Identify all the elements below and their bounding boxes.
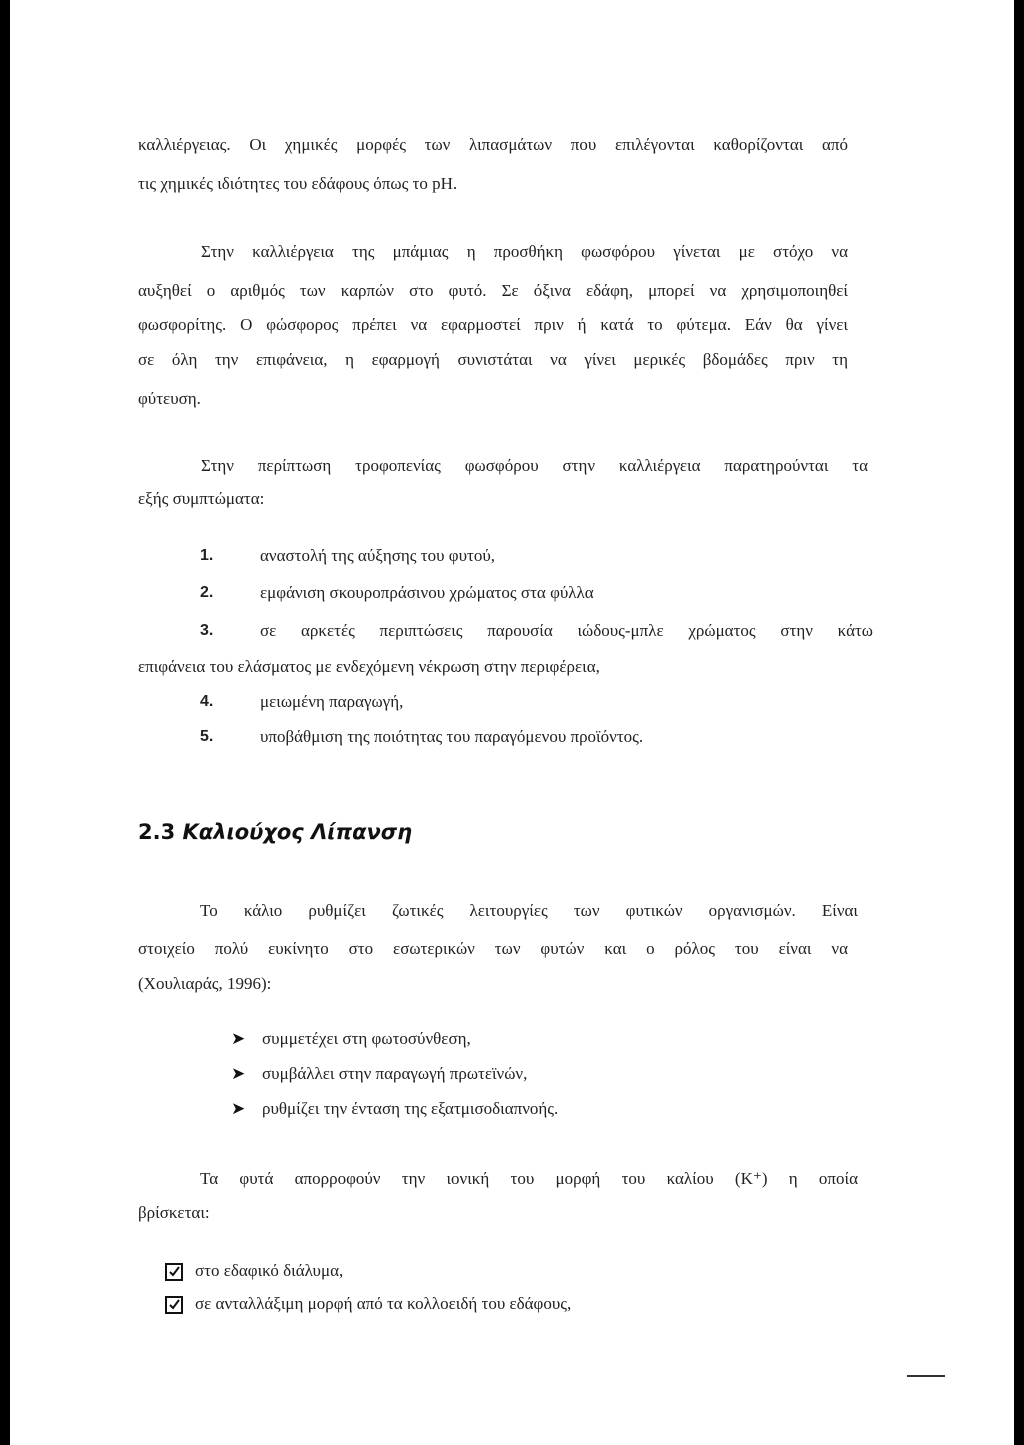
checkbox-checked-icon xyxy=(165,1263,183,1281)
para1-line2: τις χημικές ιδιότητες του εδάφους όπως το pH. xyxy=(138,174,458,193)
para5-line1: Τα φυτά απορροφούν την ιονική του μορφή του καλίου (K⁺) η οποία xyxy=(200,1169,858,1188)
para2-line3: φωσφορίτης. Ο φώσφορος πρέπει να εφαρμοστεί πριν ή κατά το φύτεμα. Εάν θα γίνει xyxy=(138,315,848,334)
section-title: Καλιούχος Λίπανση xyxy=(182,820,413,844)
para5-line2: βρίσκεται: xyxy=(138,1203,210,1222)
symptom-text: σε αρκετές περιπτώσεις παρουσία ιώδους-μπλε χρώματος στην κάτω xyxy=(260,621,873,640)
para2-line5: φύτευση. xyxy=(138,389,201,408)
section-number: 2.3 xyxy=(138,820,176,844)
symptom-number: 3. xyxy=(200,622,214,639)
role-item: συμμετέχει στη φωτοσύνθεση, xyxy=(262,1029,471,1048)
form-item: στο εδαφικό διάλυμα, xyxy=(195,1261,344,1280)
role-item: ρυθμίζει την ένταση της εξατμισοδιαπνοής. xyxy=(262,1099,559,1118)
symptom-text: υποβάθμιση της ποιότητας του παραγόμενου προϊόντος. xyxy=(260,727,644,746)
symptom-text: εμφάνιση σκουροπράσινου χρώματος στα φύλλα xyxy=(260,583,594,602)
symptom-text-continued: επιφάνεια του ελάσματος με ενδεχόμενη νέκρωση στην περιφέρεια, xyxy=(138,657,600,676)
para3-line2: εξής συμπτώματα: xyxy=(138,489,265,508)
para2-line1: Στην καλλιέργεια της μπάμιας η προσθήκη φωσφόρου γίνεται με στόχο να xyxy=(201,242,848,261)
symptom-number: 5. xyxy=(200,728,214,745)
symptom-number: 4. xyxy=(200,693,214,710)
footer-rule xyxy=(907,1375,945,1377)
para2-line4: σε όλη την επιφάνεια, η εφαρμογή συνιστάται να γίνει μερικές βδομάδες πριν τη xyxy=(138,350,848,369)
arrow-bullet-icon: ➤ xyxy=(231,1064,246,1084)
para4-line2: στοιχείο πολύ ευκίνητο στο εσωτερικών των φυτών και ο ρόλος του είναι να xyxy=(138,939,848,958)
symptom-number: 2. xyxy=(200,584,214,601)
arrow-bullet-icon: ➤ xyxy=(231,1099,246,1119)
role-item: συμβάλλει στην παραγωγή πρωτεϊνών, xyxy=(262,1064,528,1083)
symptom-number: 1. xyxy=(200,547,214,564)
form-item: σε ανταλλάξιμη μορφή από τα κολλοειδή του εδάφους, xyxy=(195,1294,572,1313)
symptom-text: αναστολή της αύξησης του φυτού, xyxy=(260,546,495,565)
para4-line3: (Χουλιαράς, 1996): xyxy=(138,974,272,993)
para3-line1: Στην περίπτωση τροφοπενίας φωσφόρου στην καλλιέργεια παρατηρούνται τα xyxy=(201,456,868,475)
para1-line1: καλλιέργειας. Οι χημικές μορφές των λιπασμάτων που επιλέγονται καθορίζονται από xyxy=(138,135,848,154)
symptom-text: μειωμένη παραγωγή, xyxy=(260,692,404,711)
document-page xyxy=(10,0,1014,1445)
section-heading xyxy=(138,819,412,845)
arrow-bullet-icon: ➤ xyxy=(231,1029,246,1049)
para2-line2: αυξηθεί ο αριθμός των καρπών στο φυτό. Σε όξινα εδάφη, μπορεί να χρησιμοποιηθεί xyxy=(138,281,848,300)
checkbox-checked-icon xyxy=(165,1296,183,1314)
para4-line1: Το κάλιο ρυθμίζει ζωτικές λειτουργίες των φυτικών οργανισμών. Είναι xyxy=(200,901,858,920)
